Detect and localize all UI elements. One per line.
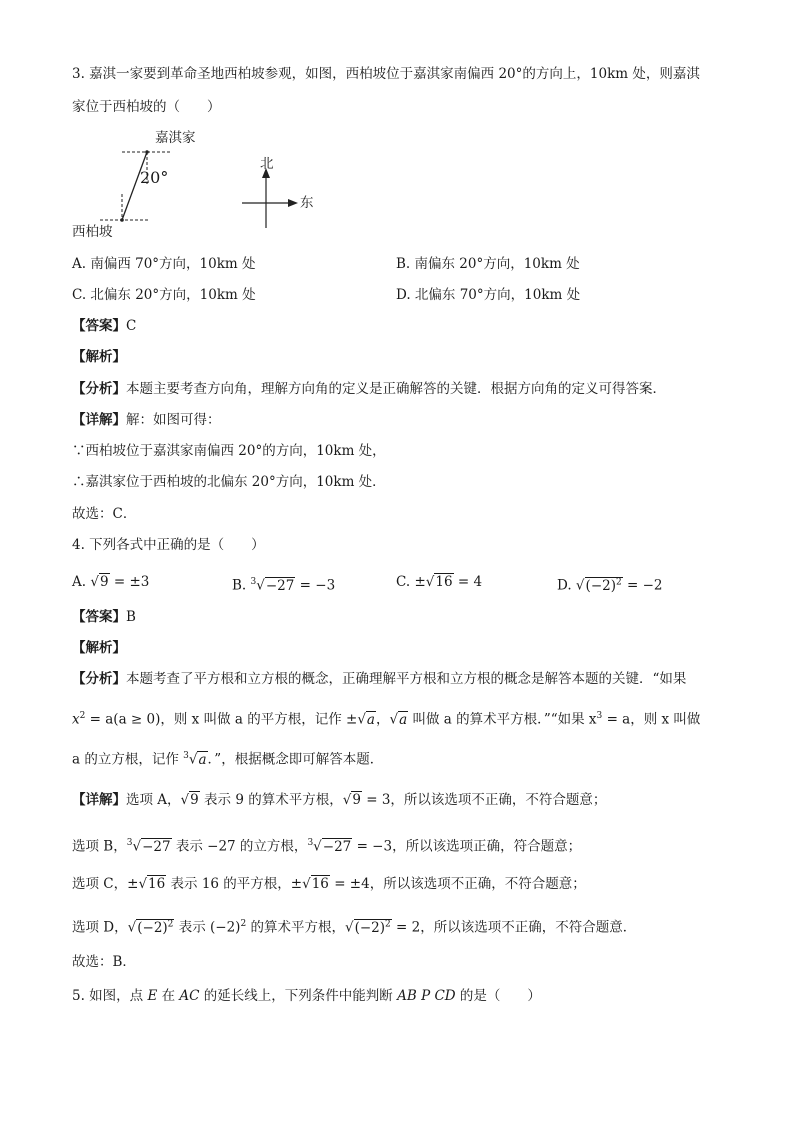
exponent: 2 [167, 919, 174, 929]
q3-figure-label-bottom: 西柏坡 [72, 224, 113, 240]
label: A. [72, 574, 87, 590]
pm: ± [414, 574, 426, 590]
q3-choose: 故选：C． [72, 506, 137, 522]
exponent: 2 [615, 577, 622, 587]
q5-stem [72, 986, 541, 1006]
detail-text: 解：如图可得： [126, 412, 221, 428]
segment-cd: CD [434, 988, 456, 1004]
var-x: x [72, 711, 80, 728]
analysis-tag: 【解析】 [72, 640, 126, 656]
q3-figure-label-top: 嘉淇家 [155, 130, 196, 146]
q4-fenxi-line1 [72, 669, 686, 689]
q3-option-a: A. 南偏西 70°方向，10km 处 [72, 256, 256, 272]
text: = −3，所以该选项正确，符合题意； [352, 838, 582, 855]
text: ， [375, 711, 390, 728]
root-index: 3 [307, 838, 314, 848]
base: (−2) [585, 577, 616, 594]
q3-option-d: D. 北偏东 70°方向，10km 处 [396, 287, 581, 303]
rest: = −3 [295, 577, 336, 594]
relation-p: P [416, 988, 435, 1004]
q3-fenxi [72, 379, 666, 399]
q3-figure-angle: 20° [140, 168, 169, 187]
root-index: 3 [250, 577, 257, 587]
radicand: −27 [142, 838, 171, 855]
text: 表示 9 的算术平方根， [199, 792, 343, 808]
root-index: 3 [183, 751, 189, 761]
answer-value: B [126, 609, 136, 625]
radicand: 9 [190, 792, 199, 808]
text: 表示 (−2) [174, 919, 241, 936]
segment-ac: AC [179, 988, 200, 1004]
radicand [354, 919, 392, 936]
exponent: 2 [240, 919, 247, 929]
analysis-tag: 【解析】 [72, 349, 126, 365]
text: 在 [157, 988, 180, 1004]
text: = a(a ≥ 0)，则 x 叫做 a 的平方根，记作 ± [85, 711, 358, 728]
q3-figure-east: 东 [300, 195, 314, 211]
q3-stem-line2: 家位于西柏坡的（ ） [72, 99, 221, 115]
text: ．”，根据概念即可解答本题． [207, 751, 384, 768]
radicand: 9 [99, 574, 109, 590]
radicand: 16 [435, 574, 453, 590]
q3-answer [72, 316, 136, 336]
label: D. [557, 577, 572, 594]
q4-option-d: D. $√(-2)^2 = -2$ [557, 577, 663, 594]
text: a 的立方根，记作 [72, 751, 184, 768]
base: (−2) [137, 919, 168, 936]
text: = ±4，所以该选项不正确，不符合题意； [329, 876, 586, 892]
rest: = −2 [622, 577, 663, 594]
radicand: −27 [322, 838, 352, 855]
fenxi-tag: 【分析】 [72, 381, 126, 397]
radicand: 9 [352, 792, 361, 808]
text: 的是（ ） [455, 988, 541, 1004]
q4-option-c: C. ±√16 = 4 [396, 574, 483, 590]
radicand [585, 577, 623, 594]
q4-analysis-tag [72, 638, 126, 658]
q4-option-b: B. $^3$√−27 = −3 [232, 577, 336, 594]
text: = a，则 x 叫做 [602, 711, 701, 728]
text: 选项 C，± [72, 876, 139, 892]
answer-value: C [126, 318, 137, 334]
q4-fenxi-line2: $x^2 = a(a \ge 0)$，则 x 叫做 a 的平方根，记作 ±√a，√a 叫做 a 的算术平方根．”“如果 $x^3 = a$，则 x 叫做 [72, 711, 701, 728]
q4-option-a: A. √9 = ±3 [72, 574, 150, 590]
radicand: a [366, 711, 375, 728]
text: 选项 B， [72, 838, 127, 855]
q3-therefore: ∴嘉淇家位于西柏坡的北偏东 20°方向，10km 处． [72, 474, 386, 490]
exp: 3 [596, 711, 603, 721]
q4-choose: 故选：B． [72, 954, 136, 970]
answer-tag: 【答案】 [72, 318, 126, 334]
base: (−2) [354, 919, 386, 936]
radicand: 16 [148, 876, 166, 892]
q3-analysis-tag [72, 347, 126, 367]
text: = 2，所以该选项不正确，不符合题意． [391, 919, 637, 936]
q3-because: ∵西柏坡位于嘉淇家南偏西 20°的方向，10km 处， [72, 443, 386, 459]
q4-detail-c: 选项 C，±√16 表示 16 的平方根，±√16 = ±4，所以该选项不正确，不符合题意； [72, 876, 586, 892]
radicand [136, 919, 174, 936]
q4-detail-d: 选项 D，$√(-2)^2$ 表示 $(-2)^2$ 的算术平方根，$√(-2)^2 = 2$，所以该选项不正确，不符合题意． [72, 919, 637, 936]
q3-figure-north: 北 [260, 156, 274, 172]
q3-option-b: B. 南偏东 20°方向，10km 处 [396, 256, 580, 272]
text: = 3，所以该选项不正确，不符合题意； [361, 792, 607, 808]
q3-stem-line1: 3. 嘉淇一家要到革命圣地西柏坡参观，如图，西柏坡位于嘉淇家南偏西 20°的方向上，10km 处，则嘉淇 [72, 66, 700, 82]
detail-tag: 【详解】 [72, 792, 126, 808]
text: 选项 A， [126, 792, 181, 808]
q4-detail-b: 选项 B，$^3$√−27 表示 −27 的立方根，$^3$√−27 = −3，所以该选项正确，符合题意； [72, 838, 582, 855]
exp: 2 [79, 711, 86, 721]
rest: = 4 [453, 574, 483, 590]
text: 选项 D， [72, 919, 128, 936]
q3-option-c: C. 北偏东 20°方向，10km 处 [72, 287, 256, 303]
fenxi-text: 本题主要考查方向角，理解方向角的定义是正确解答的关键．根据方向角的定义可得答案． [126, 381, 666, 397]
segment-ab: AB [397, 988, 417, 1004]
text: 的延长线上，下列条件中能判断 [199, 988, 398, 1004]
q4-fenxi-line3: a 的立方根，记作 $^3$√a．”，根据概念即可解答本题． [72, 751, 384, 768]
exponent: 2 [385, 919, 391, 929]
radicand: a [399, 711, 408, 728]
label: B. [232, 577, 247, 594]
fenxi-text: 本题考查了平方根和立方根的概念，正确理解平方根和立方根的概念是解答本题的关键．“如果 [126, 671, 687, 687]
radicand: a [198, 751, 207, 768]
q4-answer [72, 607, 136, 627]
text: 表示 −27 的立方根， [171, 838, 308, 855]
radicand: 16 [311, 876, 329, 892]
answer-tag: 【答案】 [72, 609, 126, 625]
root-index: 3 [126, 838, 133, 848]
text: 表示 16 的平方根，± [166, 876, 303, 892]
fenxi-tag: 【分析】 [72, 671, 126, 687]
text: 的算术平方根， [246, 919, 345, 936]
detail-tag: 【详解】 [72, 412, 126, 428]
rest: = ±3 [109, 574, 150, 590]
point-e: E [147, 988, 158, 1004]
q4-stem: 4. 下列各式中正确的是（ ） [72, 537, 265, 553]
q3-detail [72, 410, 221, 430]
radicand: −27 [265, 577, 295, 594]
text: 叫做 a 的算术平方根．”“如果 x [408, 711, 597, 728]
text: 5. 如图，点 [72, 988, 148, 1004]
label: C. [396, 574, 411, 590]
q4-detail-a: 【详解】选项 A，√9 表示 9 的算术平方根，√9 = 3，所以该选项不正确，不符合题意； [72, 792, 607, 808]
